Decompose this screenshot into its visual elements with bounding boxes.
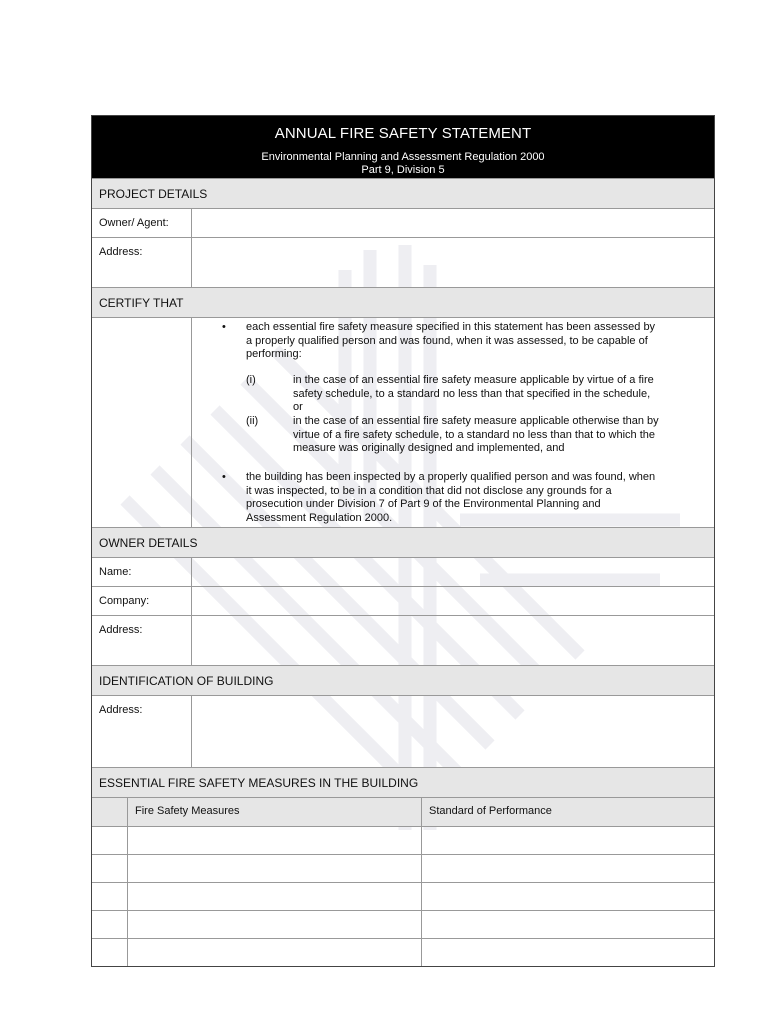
measures-table-row: [92, 938, 714, 966]
measure-index-cell[interactable]: [92, 939, 128, 966]
bullet-1-line: each essential fire safety measure specified in this statement has been assessed by: [246, 321, 656, 333]
sub-ii-line: measure was originally designed and implemented, and: [293, 442, 565, 455]
sub-ii-line: virtue of a fire safety schedule, to a standard no less than that to which the: [293, 428, 655, 441]
project-address-label: Address:: [92, 238, 192, 287]
form-title: ANNUAL FIRE SAFETY STATEMENT: [274, 125, 532, 142]
certify-body: [92, 317, 714, 527]
measure-index-cell[interactable]: [92, 855, 128, 882]
section-owner-details: OWNER DETAILS: [92, 527, 714, 557]
sub-item-i-text: [293, 374, 706, 415]
bullet-marker: •: [222, 321, 226, 333]
bullet-2-line: prosecution under Division 7 of Part 9 of the Environmental Planning and: [246, 498, 601, 511]
owner-name-label: Name:: [92, 558, 192, 586]
measure-name-cell[interactable]: [128, 939, 422, 966]
sub-i-line: in the case of an essential fire safety measure applicable by virtue of a fire: [293, 374, 654, 386]
measure-name-cell[interactable]: [128, 827, 422, 854]
bullet-2-line: Assessment Regulation 2000.: [246, 511, 393, 524]
building-address-row: [92, 695, 714, 767]
bullet-1-line: a properly qualified person and was found, when it was assessed, to be capable of: [246, 334, 648, 347]
sub-item-i-number: (i): [246, 374, 256, 386]
owner-company-row: [92, 586, 714, 615]
owner-agent-label: Owner/ Agent:: [92, 209, 192, 237]
measures-header-col-standard: Standard of Performance: [429, 805, 552, 817]
sub-item-ii-number: (ii): [246, 415, 259, 427]
owner-address-label: Address:: [92, 616, 192, 665]
measures-table-row: [92, 910, 714, 938]
building-address-label: Address:: [92, 696, 192, 767]
sub-i-line: or: [293, 401, 303, 414]
measure-standard-cell[interactable]: [422, 939, 714, 966]
owner-agent-field[interactable]: [192, 209, 714, 237]
measure-standard-cell[interactable]: [422, 883, 714, 910]
project-address-row: [92, 237, 714, 287]
measure-standard-cell[interactable]: [422, 911, 714, 938]
fire-safety-form: [91, 115, 715, 967]
bullet-2-text: [246, 471, 706, 525]
certify-left-cell: [92, 318, 192, 527]
project-address-field[interactable]: [192, 238, 714, 287]
measures-header-col-measures: Fire Safety Measures: [128, 798, 422, 826]
measures-header-row: [92, 797, 714, 826]
measure-standard-cell[interactable]: [422, 855, 714, 882]
measure-standard-cell[interactable]: [422, 827, 714, 854]
owner-name-field[interactable]: [192, 558, 714, 586]
sub-item-ii-text: [293, 415, 706, 456]
bullet-marker: •: [222, 471, 226, 483]
measure-name-cell[interactable]: [128, 883, 422, 910]
subtitle-line-1: Environmental Planning and Assessment Regulation 2000: [261, 151, 545, 163]
measure-name-cell[interactable]: [128, 911, 422, 938]
section-certify-that: CERTIFY THAT: [92, 287, 714, 317]
certify-text: [192, 318, 714, 527]
section-identification-of-building: IDENTIFICATION OF BUILDING: [92, 665, 714, 695]
measures-header-index: [92, 798, 128, 826]
sub-ii-line: in the case of an essential fire safety measure applicable otherwise than by: [293, 415, 659, 427]
section-project-details: PROJECT DETAILS: [92, 178, 714, 208]
sub-i-line: safety schedule, to a standard no less than that specified in the schedule,: [293, 387, 651, 400]
section-essential-measures: ESSENTIAL FIRE SAFETY MEASURES IN THE BUILDING: [92, 767, 714, 797]
measure-index-cell[interactable]: [92, 827, 128, 854]
form-subtitle: [92, 151, 714, 177]
owner-address-field[interactable]: [192, 616, 714, 665]
measures-table-row: [92, 826, 714, 854]
measures-table-row: [92, 854, 714, 882]
owner-address-row: [92, 615, 714, 665]
owner-company-label: Company:: [92, 587, 192, 615]
bullet-1-line: performing:: [246, 348, 302, 361]
bullet-1-text: [246, 321, 706, 362]
owner-agent-row: [92, 208, 714, 237]
measure-name-cell[interactable]: [128, 855, 422, 882]
building-address-field[interactable]: [192, 696, 714, 767]
title-block: [92, 116, 714, 178]
bullet-2-line: the building has been inspected by a properly qualified person and was found, when: [246, 471, 656, 483]
subtitle-line-2: Part 9, Division 5: [361, 164, 445, 176]
measures-table-row: [92, 882, 714, 910]
measure-index-cell[interactable]: [92, 911, 128, 938]
measure-index-cell[interactable]: [92, 883, 128, 910]
owner-company-field[interactable]: [192, 587, 714, 615]
bullet-2-line: it was inspected, to be in a condition that did not disclose any grounds for a: [246, 484, 612, 497]
owner-name-row: [92, 557, 714, 586]
